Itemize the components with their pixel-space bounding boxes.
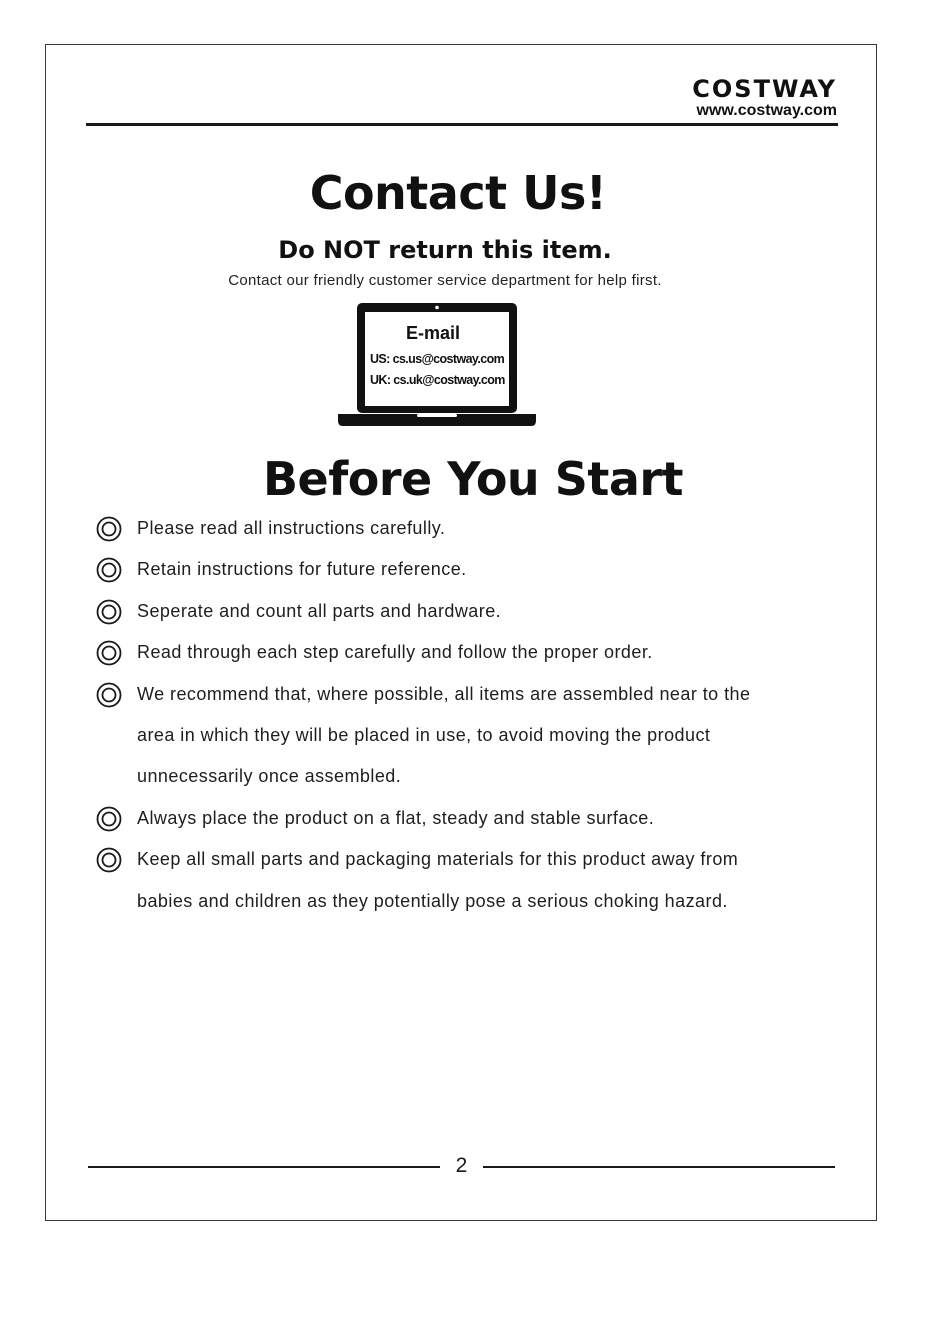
instruction-line: Retain instructions for future reference. (137, 559, 467, 580)
brand-block (692, 76, 837, 120)
instruction-line: Read through each step carefully and follow the proper order. (137, 642, 653, 663)
double-circle-bullet-icon (96, 557, 122, 583)
footer-divider-right (483, 1166, 835, 1168)
double-circle-bullet-icon (96, 599, 122, 625)
before-you-start-title: Before You Start (262, 452, 684, 506)
instruction-line: We recommend that, where possible, all items are assembled near to the (137, 683, 751, 704)
double-circle-bullet-icon (96, 640, 122, 666)
instruction-line: babies and children as they potentially pose a serious choking hazard. (137, 890, 728, 911)
header-divider (86, 123, 838, 126)
footer-divider-left (88, 1166, 440, 1168)
instruction-line: area in which they will be placed in use, to avoid moving the product (137, 725, 711, 745)
instruction-line: Always place the product on a flat, steady and stable surface. (137, 807, 655, 828)
brand-logo: COSTWAY (692, 75, 837, 103)
contact-title: Contact Us! (309, 166, 607, 220)
instruction-line: unnecessarily once assembled. (137, 766, 402, 787)
instruction-line: Seperate and count all parts and hardware. (137, 600, 502, 621)
double-circle-bullet-icon (96, 847, 122, 873)
instruction-line: Please read all instructions carefully. (137, 518, 446, 538)
email-us: US: cs.us@costway.com (370, 352, 505, 366)
no-return-warning: Do NOT return this item. (278, 236, 612, 264)
double-circle-bullet-icon (96, 682, 122, 708)
email-heading: E-mail (405, 323, 461, 343)
double-circle-bullet-icon (96, 516, 122, 542)
double-circle-bullet-icon (96, 806, 122, 832)
brand-url: www.costway.com (696, 102, 837, 119)
page-number: 2 (455, 1154, 468, 1177)
email-uk: UK: cs.uk@costway.com (370, 373, 505, 387)
contact-subtitle: Contact our friendly customer service department for help first. (228, 272, 662, 289)
instruction-line: Keep all small parts and packaging materials for this product away from (137, 849, 739, 870)
